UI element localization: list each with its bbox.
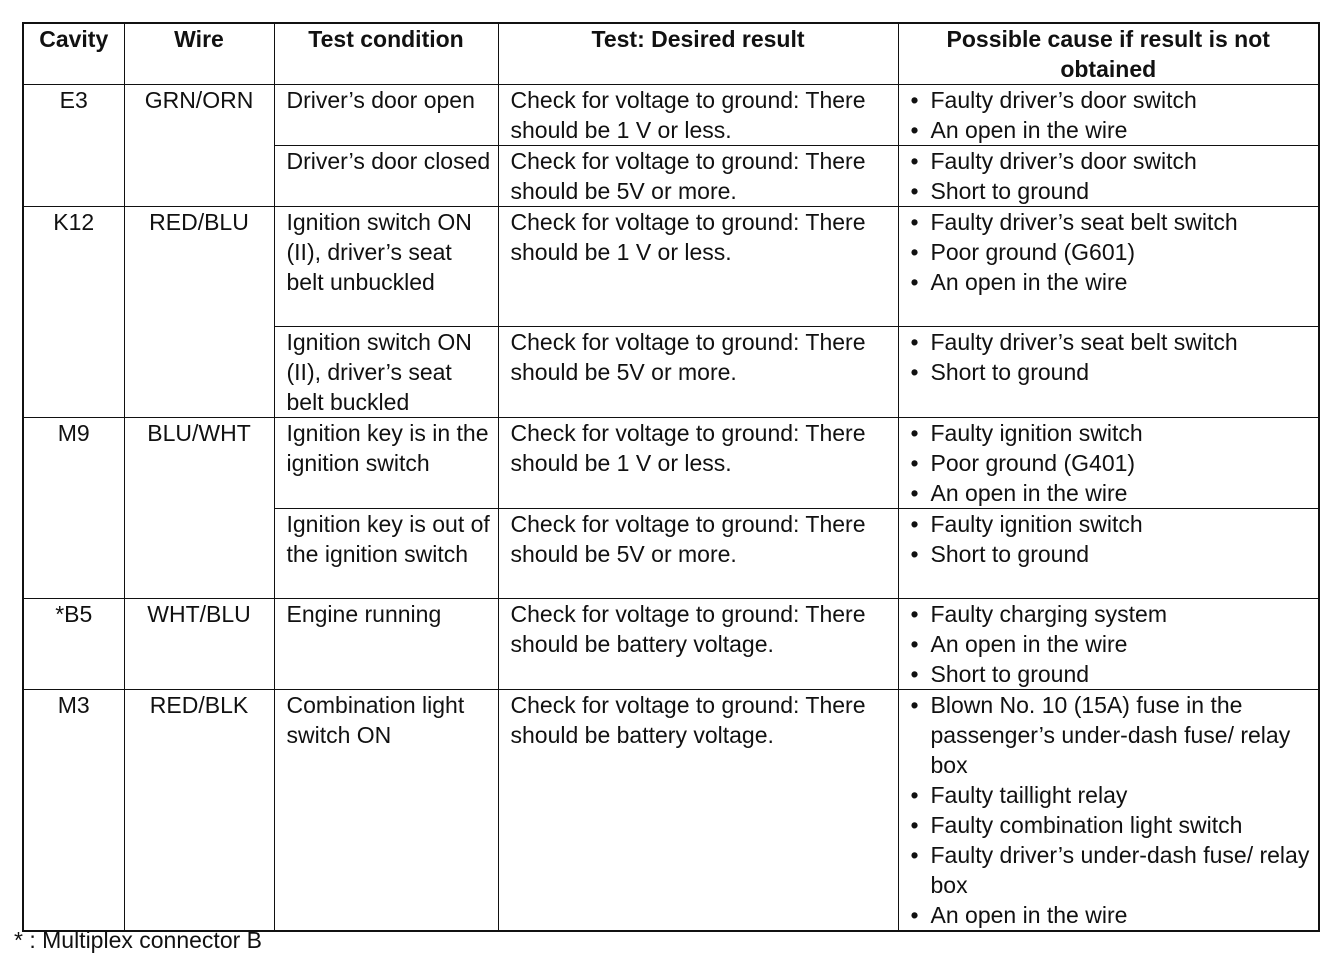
header-test-condition: Test condition [274,23,498,85]
cause-item: • Faulty charging system [907,599,1313,629]
cause-item: • An open in the wire [907,267,1313,297]
cause-item: • Faulty taillight relay [907,780,1313,810]
wire-cell: RED/BLK [124,690,274,932]
wire-cell: GRN/ORN [124,85,274,207]
possible-cause-cell [898,85,1319,146]
wire-cell: WHT/BLU [124,599,274,690]
test-condition-cell: Driver’s door closed [274,146,498,207]
desired-result-cell: Check for voltage to ground: There should be 1 V or less. [498,207,898,327]
cause-list [907,146,1313,206]
header-row [23,23,1319,85]
cause-item: • Faulty driver’s seat belt switch [907,207,1313,237]
cause-item: • Faulty driver’s door switch [907,85,1313,115]
cavity-cell: M3 [23,690,124,932]
table-row [23,207,1319,327]
desired-result-cell: Check for voltage to ground: There should be battery voltage. [498,690,898,932]
wire-cell: BLU/WHT [124,418,274,599]
test-condition-cell: Driver’s door open [274,85,498,146]
table-body [23,85,1319,932]
possible-cause-cell [898,509,1319,599]
cause-item: • An open in the wire [907,900,1313,930]
cause-item: • Poor ground (G601) [907,237,1313,267]
cavity-cell: *B5 [23,599,124,690]
test-condition-cell: Ignition key is in the ignition switch [274,418,498,509]
cause-list [907,207,1313,297]
diagnostic-table-sheet [22,22,1318,932]
desired-result-cell: Check for voltage to ground: There should be battery voltage. [498,599,898,690]
cause-list [907,509,1313,569]
table-row [23,690,1319,932]
table-row [23,599,1319,690]
cause-item: • Faulty ignition switch [907,509,1313,539]
cavity-cell: K12 [23,207,124,418]
cause-item: • Short to ground [907,357,1313,387]
test-condition-cell: Ignition switch ON (II), driver’s seat belt unbuckled [274,207,498,327]
cause-item: • Short to ground [907,176,1313,206]
cause-list [907,418,1313,508]
header-possible-cause: Possible cause if result is not obtained [898,23,1319,85]
cause-item: • An open in the wire [907,115,1313,145]
cause-list [907,690,1313,930]
desired-result-cell: Check for voltage to ground: There should be 5V or more. [498,327,898,418]
desired-result-cell: Check for voltage to ground: There should be 1 V or less. [498,85,898,146]
cause-list [907,327,1313,387]
header-wire: Wire [124,23,274,85]
possible-cause-cell [898,327,1319,418]
possible-cause-cell [898,207,1319,327]
table-row [23,418,1319,509]
test-condition-cell: Engine running [274,599,498,690]
header-desired-result: Test: Desired result [498,23,898,85]
desired-result-cell: Check for voltage to ground: There should be 5V or more. [498,509,898,599]
cause-list [907,599,1313,689]
cavity-cell: M9 [23,418,124,599]
cause-item: • An open in the wire [907,478,1313,508]
table-row [23,85,1319,146]
cause-item: • An open in the wire [907,629,1313,659]
troubleshooting-table [22,22,1320,932]
cause-item: • Short to ground [907,659,1313,689]
test-condition-cell: Combination light switch ON [274,690,498,932]
possible-cause-cell [898,146,1319,207]
header-cavity: Cavity [23,23,124,85]
footnote: * : Multiplex connector B [14,927,263,953]
cause-item: • Poor ground (G401) [907,448,1313,478]
cause-list [907,85,1313,145]
possible-cause-cell [898,599,1319,690]
cause-item: • Faulty driver’s seat belt switch [907,327,1313,357]
cause-item: • Short to ground [907,539,1313,569]
cause-item: • Faulty ignition switch [907,418,1313,448]
test-condition-cell: Ignition switch ON (II), driver’s seat belt buckled [274,327,498,418]
cause-item: • Faulty driver’s under-dash fuse/ relay box [907,840,1313,900]
desired-result-cell: Check for voltage to ground: There should be 1 V or less. [498,418,898,509]
wire-cell: RED/BLU [124,207,274,418]
test-condition-cell: Ignition key is out of the ignition switch [274,509,498,599]
cavity-cell: E3 [23,85,124,207]
cause-item: • Faulty combination light switch [907,810,1313,840]
possible-cause-cell [898,418,1319,509]
cause-item: • Faulty driver’s door switch [907,146,1313,176]
desired-result-cell: Check for voltage to ground: There should be 5V or more. [498,146,898,207]
cause-item: • Blown No. 10 (15A) fuse in the passenger’s under-dash fuse/ relay box [907,690,1313,780]
possible-cause-cell [898,690,1319,932]
